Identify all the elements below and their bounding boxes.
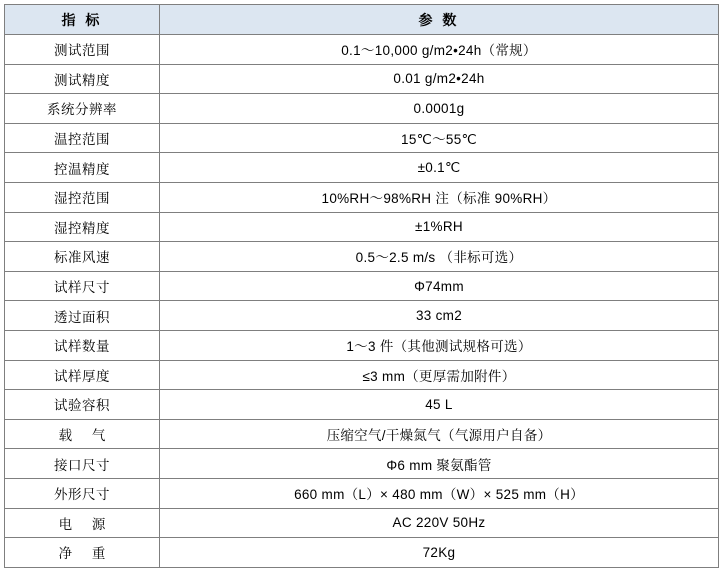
row-label: 电 源 xyxy=(5,508,160,538)
row-label: 温控范围 xyxy=(5,123,160,153)
row-value: 15℃～55℃ xyxy=(160,123,719,153)
row-value: 压缩空气/干燥氮气（气源用户自备） xyxy=(160,419,719,449)
table-row xyxy=(5,212,719,242)
table-row xyxy=(5,301,719,331)
table-row xyxy=(5,538,719,568)
table-row xyxy=(5,390,719,420)
table-header-row xyxy=(5,5,719,35)
row-label: 测试范围 xyxy=(5,35,160,65)
table-row xyxy=(5,449,719,479)
row-value: 1～3 件（其他测试规格可选） xyxy=(160,330,719,360)
table-body xyxy=(5,35,719,568)
row-value: ±0.1℃ xyxy=(160,153,719,183)
row-label: 湿控精度 xyxy=(5,212,160,242)
row-value: Φ74mm xyxy=(160,271,719,301)
row-label: 净 重 xyxy=(5,538,160,568)
row-value: ≤3 mm（更厚需加附件） xyxy=(160,360,719,390)
row-label: 透过面积 xyxy=(5,301,160,331)
row-value: 0.01 g/m2•24h xyxy=(160,64,719,94)
row-value: ±1%RH xyxy=(160,212,719,242)
row-value: 660 mm（L）× 480 mm（W）× 525 mm（H） xyxy=(160,478,719,508)
row-label: 外形尺寸 xyxy=(5,478,160,508)
table-row xyxy=(5,478,719,508)
table-row xyxy=(5,419,719,449)
table-row xyxy=(5,360,719,390)
row-label: 标准风速 xyxy=(5,242,160,272)
column-header-metric: 指 标 xyxy=(5,5,160,35)
column-header-parameter: 参 数 xyxy=(160,5,719,35)
row-value: 0.0001g xyxy=(160,94,719,124)
row-label: 测试精度 xyxy=(5,64,160,94)
table-row xyxy=(5,64,719,94)
table-row xyxy=(5,330,719,360)
table-row xyxy=(5,271,719,301)
row-value: Φ6 mm 聚氨酯管 xyxy=(160,449,719,479)
row-label: 载 气 xyxy=(5,419,160,449)
row-label: 试验容积 xyxy=(5,390,160,420)
table-row xyxy=(5,35,719,65)
table-head xyxy=(5,5,719,35)
row-value: AC 220V 50Hz xyxy=(160,508,719,538)
table-row xyxy=(5,508,719,538)
table-row xyxy=(5,94,719,124)
table-row xyxy=(5,123,719,153)
row-label: 系统分辨率 xyxy=(5,94,160,124)
row-value: 0.1～10,000 g/m2•24h（常规） xyxy=(160,35,719,65)
table-row xyxy=(5,182,719,212)
table-row xyxy=(5,153,719,183)
row-value: 0.5～2.5 m/s （非标可选） xyxy=(160,242,719,272)
row-label: 试样数量 xyxy=(5,330,160,360)
row-label: 试样尺寸 xyxy=(5,271,160,301)
row-value: 72Kg xyxy=(160,538,719,568)
row-value: 33 cm2 xyxy=(160,301,719,331)
row-label: 湿控范围 xyxy=(5,182,160,212)
row-value: 10%RH～98%RH 注（标准 90%RH） xyxy=(160,182,719,212)
row-label: 试样厚度 xyxy=(5,360,160,390)
row-value: 45 L xyxy=(160,390,719,420)
specification-table xyxy=(4,4,719,568)
table-row xyxy=(5,242,719,272)
row-label: 接口尺寸 xyxy=(5,449,160,479)
row-label: 控温精度 xyxy=(5,153,160,183)
